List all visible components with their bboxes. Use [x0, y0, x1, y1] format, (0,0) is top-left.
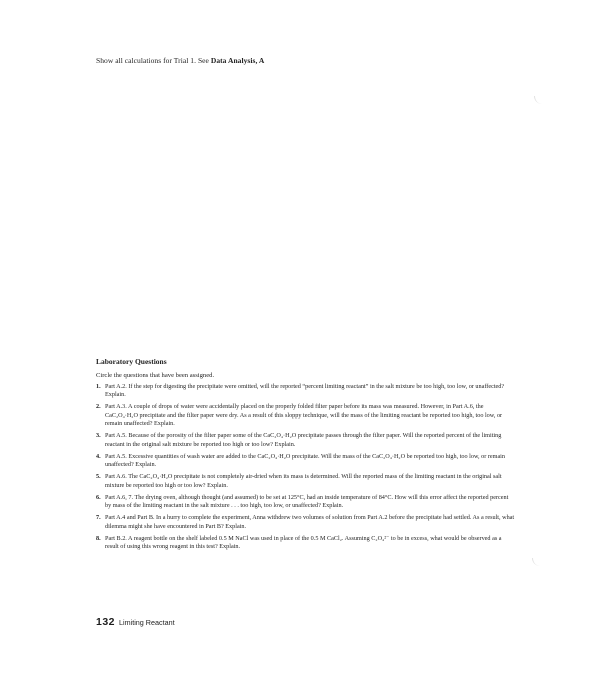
calculation-instruction: [96, 56, 264, 65]
question-text: Part A.3. A couple of drops of water were accidentally placed on the properly folded filter paper before its mass was measured. However, in Part A.6, the CaC₂O₄·H₂O precipitate and the filter paper were dry. As a result of this sloppy technique, will the mass of the limiting reactant be reported too high, too low, or remain unaffected? Explain.: [105, 403, 503, 428]
question-text: Part B.2. A reagent bottle on the shelf labeled 0.5 M NaCl was used in place of the 0.5 M CaCl₂. Assuming C₂O₄²⁻ to be in excess, what would be observed as a result of using this wrong reagent in this test? Explain.: [105, 534, 502, 550]
question-text: Part A.2. If the step for digesting the precipitate were omitted, will the reported “percent limiting reactant” in the salt mixture be too high, too low, or unaffected? Explain.: [105, 383, 505, 399]
scan-edge-mark: [532, 558, 547, 566]
question-number: 3.: [96, 432, 101, 440]
question-number: 7.: [96, 514, 101, 522]
question-number: 5.: [96, 473, 101, 481]
question-text: Part A.5. Excessive quantities of wash water are added to the CaC₂O₄·H₂O precipitate. Will the mass of the CaC₂O₄·H₂O be reported too high, too low, or remain unaffected? Explain.: [105, 452, 505, 469]
page-number: 132: [96, 616, 116, 628]
laboratory-questions-section: [96, 357, 516, 555]
question-text: Part A.6. The CaC₂O₄·H₂O precipitate is not completely air-dried when its mass is determined. Will the reported mass of the limiting reactant in the original salt mixture be reported too high or too low? Explain.: [105, 473, 502, 489]
question-item: [96, 494, 516, 511]
question-number: 6.: [96, 493, 101, 501]
question-item: [96, 383, 516, 400]
question-item: [96, 535, 516, 552]
question-item: [96, 403, 516, 428]
page-footer: [96, 612, 175, 630]
question-item: [96, 473, 516, 490]
question-text: Part A.4 and Part B. In a hurry to complete the experiment, Anna withdrew two volumes of solution from Part A.2 before the precipitate had settled. As a result, what dilemma might she have encountered in Part B? Explain.: [105, 514, 515, 530]
question-number: 2.: [96, 403, 101, 411]
scan-edge-mark: [534, 96, 549, 104]
chapter-label: Limiting Reactant: [119, 618, 175, 627]
question-number: 1.: [96, 383, 101, 390]
instruction-text: Show all calculations for Trial 1. See: [96, 56, 211, 65]
question-text: Part A.6, 7. The drying oven, although thought (and assumed) to be set at 125°C, had an inside temperature of 84°C. How will this error affect the reported percent by mass of the limiting reactant in the salt mixture . . . too high, too low, or unaffected? Explain.: [105, 493, 509, 510]
question-list: [96, 383, 516, 551]
question-text: Part A.5. Because of the porosity of the filter paper some of the CaC₂O₄·H₂O precipitate passes through the filter paper. Will the reported percent of the limiting reactant in the original salt mixture be reported too high or too low? Explain.: [105, 432, 502, 448]
section-heading: Laboratory Questions: [96, 357, 167, 366]
section-intro: Circle the questions that have been assigned.: [96, 372, 215, 379]
question-number: 8.: [96, 534, 101, 542]
question-item: [96, 453, 516, 470]
data-analysis-reference: Data Analysis, A: [210, 56, 265, 65]
question-item: [96, 432, 516, 449]
question-item: [96, 514, 516, 531]
question-number: 4.: [96, 452, 101, 460]
